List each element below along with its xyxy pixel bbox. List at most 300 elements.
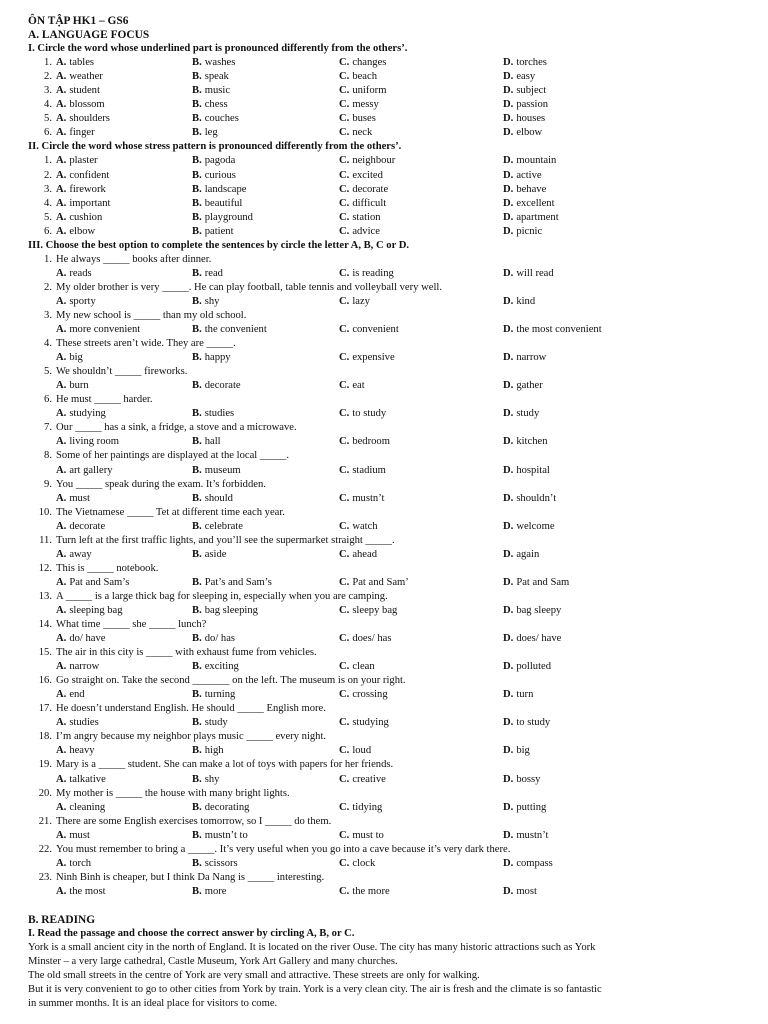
reading-passage (28, 941, 758, 1011)
option-letter: D. (503, 169, 514, 181)
option-letter: D. (503, 857, 514, 869)
option-row (28, 829, 758, 843)
option-text: plaster (69, 155, 98, 167)
question-row (28, 871, 758, 885)
option-c (339, 211, 381, 225)
option-a (56, 773, 106, 787)
option-letter: C. (339, 492, 350, 504)
option-text: couches (204, 113, 239, 125)
question-number: 5. (44, 366, 52, 378)
part-iii-heading: III. Choose the best option to complete the sentences by circle the letter A, B, C or D. (28, 239, 410, 251)
question-row (28, 449, 758, 463)
option-letter: C. (339, 408, 350, 420)
option-text: confident (69, 169, 110, 181)
option-text: shy (204, 295, 220, 307)
option-text: excellent (516, 197, 555, 209)
option-b (192, 351, 231, 365)
question-number: 17. (38, 703, 52, 715)
option-letter: C. (339, 211, 350, 223)
option-letter: A. (56, 211, 67, 223)
option-c (339, 112, 376, 126)
option-letter: C. (339, 352, 350, 364)
option-c (339, 56, 386, 70)
option-row (28, 323, 758, 337)
option-text: Pat and Sam’s (69, 576, 130, 588)
question-number: 18. (38, 731, 52, 743)
option-text: mustn’t (516, 829, 549, 841)
option-text: decorating (204, 801, 250, 813)
option-b (192, 98, 228, 112)
option-text: welcome (516, 520, 555, 532)
option-text: stadium (352, 464, 386, 476)
option-text: chess (204, 99, 228, 111)
option-text: leg (204, 127, 218, 139)
option-text: student (69, 85, 100, 97)
option-b (192, 773, 219, 787)
option-b (192, 225, 234, 239)
question-number: 4. (44, 197, 52, 209)
option-text: sporty (69, 295, 96, 307)
option-a (56, 407, 106, 421)
option-text: big (516, 745, 530, 757)
option-text: decorate (69, 520, 106, 532)
question-text: We shouldn’t _____ fireworks. (56, 366, 188, 378)
option-letter: B. (192, 633, 202, 645)
option-letter: D. (503, 464, 514, 476)
option-letter: D. (503, 576, 514, 588)
option-d (503, 660, 551, 674)
option-text: studying (69, 408, 106, 420)
option-letter: C. (339, 85, 350, 97)
part-i-list (28, 56, 758, 140)
option-b (192, 70, 229, 84)
option-letter: C. (339, 689, 350, 701)
question-number: 5. (44, 113, 52, 125)
option-c (339, 295, 370, 309)
question-number: 23. (38, 871, 52, 883)
option-row (28, 112, 758, 126)
question-number: 22. (38, 843, 52, 855)
option-a (56, 716, 99, 730)
option-text: weather (69, 71, 103, 83)
option-letter: C. (339, 633, 350, 645)
question-row (28, 730, 758, 744)
option-d (503, 154, 556, 168)
option-letter: A. (56, 885, 67, 897)
option-text: must to (352, 829, 384, 841)
option-letter: A. (56, 352, 67, 364)
option-letter: D. (503, 885, 514, 897)
option-row (28, 548, 758, 562)
option-d (503, 744, 530, 758)
option-text: bossy (516, 773, 541, 785)
option-text: washes (204, 57, 236, 69)
option-letter: B. (192, 829, 202, 841)
option-letter: B. (192, 155, 202, 167)
option-b (192, 407, 234, 421)
option-letter: D. (503, 324, 514, 336)
question-number: 7. (44, 422, 52, 434)
option-text: excited (352, 169, 383, 181)
option-letter: A. (56, 155, 67, 167)
option-text: gather (516, 380, 543, 392)
option-text: picnic (516, 225, 543, 237)
option-letter: B. (192, 183, 202, 195)
question-text: A _____ is a large thick bag for sleeping in, especially when you are camping. (56, 590, 388, 602)
question-row (28, 702, 758, 716)
option-letter: D. (503, 829, 514, 841)
question-number: 10. (38, 506, 52, 518)
option-letter: B. (192, 71, 202, 83)
part-ii-heading: II. Circle the word whose stress pattern is pronounced differently from the others’. (28, 141, 402, 153)
question-number: 2. (44, 169, 52, 181)
option-letter: D. (503, 520, 514, 532)
option-letter: A. (56, 183, 67, 195)
question-text: You _____ speak during the exam. It’s forbidden. (56, 478, 266, 490)
option-text: read (204, 267, 223, 279)
option-text: kind (516, 295, 536, 307)
option-row (28, 801, 758, 815)
option-text: Pat and Sam (516, 576, 570, 588)
option-row (28, 84, 758, 98)
option-letter: C. (339, 380, 350, 392)
question-row (28, 478, 758, 492)
option-row (28, 492, 758, 506)
option-text: does/ have (516, 633, 562, 645)
question-row (28, 253, 758, 267)
option-text: is reading (352, 267, 394, 279)
option-text: convenient (352, 324, 399, 336)
question-row (28, 534, 758, 548)
option-text: shoulders (69, 113, 110, 125)
option-a (56, 576, 129, 590)
option-a (56, 225, 95, 239)
option-d (503, 98, 548, 112)
option-d (503, 829, 549, 843)
option-text: behave (516, 183, 547, 195)
option-letter: D. (503, 183, 514, 195)
option-d (503, 492, 556, 506)
option-text: art gallery (69, 464, 113, 476)
option-text: studies (69, 717, 99, 729)
option-d (503, 351, 546, 365)
question-number: 12. (38, 562, 52, 574)
option-text: narrow (516, 352, 547, 364)
option-text: changes (352, 57, 387, 69)
option-letter: C. (339, 576, 350, 588)
option-text: do/ has (204, 633, 236, 645)
option-d (503, 295, 535, 309)
option-c (339, 716, 389, 730)
option-text: speak (204, 71, 229, 83)
option-c (339, 154, 395, 168)
option-text: must (69, 829, 90, 841)
part-i-heading: I. Circle the word whose underlined part is pronounced differently from the others’. (28, 43, 408, 55)
option-text: studies (204, 408, 235, 420)
option-letter: A. (56, 436, 67, 448)
option-d (503, 548, 539, 562)
option-letter: B. (192, 548, 202, 560)
option-c (339, 225, 380, 239)
option-c (339, 407, 386, 421)
option-letter: B. (192, 380, 202, 392)
option-text: does/ has (352, 633, 392, 645)
option-text: most (516, 885, 537, 897)
question-number: 21. (38, 815, 52, 827)
option-text: landscape (204, 183, 247, 195)
option-d (503, 323, 602, 337)
option-letter: A. (56, 408, 67, 420)
option-letter: D. (503, 267, 514, 279)
option-letter: C. (339, 127, 350, 139)
option-letter: B. (192, 113, 202, 125)
option-letter: A. (56, 717, 67, 729)
option-letter: B. (192, 127, 202, 139)
option-letter: A. (56, 689, 67, 701)
option-row (28, 211, 758, 225)
question-number: 5. (44, 211, 52, 223)
option-letter: C. (339, 113, 350, 125)
section-b-heading: B. READING (28, 913, 96, 926)
option-b (192, 716, 228, 730)
option-b (192, 464, 241, 478)
question-text: The Vietnamese _____ Tet at different time each year. (56, 506, 285, 518)
option-row (28, 576, 758, 590)
option-a (56, 829, 90, 843)
option-letter: C. (339, 57, 350, 69)
question-text: He must _____ harder. (56, 394, 153, 406)
option-text: big (69, 352, 83, 364)
option-b (192, 492, 233, 506)
option-b (192, 744, 224, 758)
reading-line: Minster – a very large cathedral, Castle Museum, York Art Gallery and many churches. (28, 956, 398, 968)
section-spacer (28, 899, 758, 913)
option-letter: C. (339, 464, 350, 476)
option-c (339, 70, 377, 84)
option-b (192, 801, 249, 815)
question-row (28, 618, 758, 632)
option-letter: B. (192, 689, 202, 701)
question-row (28, 674, 758, 688)
option-letter: C. (339, 436, 350, 448)
option-d (503, 520, 555, 534)
option-c (339, 829, 384, 843)
option-letter: D. (503, 113, 514, 125)
option-c (339, 885, 390, 899)
option-b (192, 660, 239, 674)
reading-heading: I. Read the passage and choose the correct answer by circling A, B, or C. (28, 928, 355, 939)
option-text: important (69, 197, 111, 209)
option-text: do/ have (69, 633, 106, 645)
option-a (56, 351, 83, 365)
option-d (503, 604, 561, 618)
option-text: Pat’s and Sam’s (204, 576, 272, 588)
option-text: end (69, 689, 85, 701)
option-b (192, 126, 218, 140)
option-b (192, 857, 238, 871)
option-c (339, 464, 386, 478)
option-text: houses (516, 113, 546, 125)
option-letter: C. (339, 183, 350, 195)
option-text: the most (69, 885, 106, 897)
option-letter: A. (56, 57, 67, 69)
question-text: The air in this city is _____ with exhaust fume from vehicles. (56, 647, 317, 659)
option-a (56, 154, 98, 168)
option-row (28, 520, 758, 534)
question-text: My mother is _____ the house with many bright lights. (56, 787, 290, 799)
section-a-heading: A. LANGUAGE FOCUS (28, 29, 150, 42)
option-letter: A. (56, 267, 67, 279)
option-text: high (204, 745, 224, 757)
option-text: uniform (352, 85, 387, 97)
option-letter: A. (56, 492, 67, 504)
option-b (192, 295, 219, 309)
option-text: tables (69, 57, 95, 69)
option-letter: C. (339, 745, 350, 757)
option-d (503, 169, 542, 183)
option-text: away (69, 548, 92, 560)
option-d (503, 379, 543, 393)
option-a (56, 126, 95, 140)
option-letter: D. (503, 492, 514, 504)
option-text: scissors (204, 857, 238, 869)
option-text: mustn’t (352, 492, 385, 504)
option-text: station (352, 211, 381, 223)
option-letter: C. (339, 520, 350, 532)
option-letter: B. (192, 197, 202, 209)
option-letter: D. (503, 295, 514, 307)
option-d (503, 435, 548, 449)
option-letter: D. (503, 380, 514, 392)
option-b (192, 688, 235, 702)
option-text: eat (352, 380, 365, 392)
option-b (192, 154, 235, 168)
question-row (28, 815, 758, 829)
option-d (503, 407, 539, 421)
option-letter: C. (339, 225, 350, 237)
option-a (56, 857, 91, 871)
option-row (28, 154, 758, 168)
option-b (192, 576, 272, 590)
question-row (28, 309, 758, 323)
option-row (28, 70, 758, 84)
option-d (503, 632, 561, 646)
option-c (339, 169, 383, 183)
option-letter: A. (56, 71, 67, 83)
option-a (56, 801, 105, 815)
option-text: clean (352, 661, 375, 673)
option-d (503, 885, 537, 899)
option-row (28, 379, 758, 393)
option-a (56, 295, 96, 309)
option-a (56, 183, 106, 197)
option-letter: C. (339, 661, 350, 673)
option-letter: B. (192, 773, 202, 785)
option-c (339, 576, 409, 590)
option-text: torches (516, 57, 547, 69)
option-letter: B. (192, 801, 202, 813)
option-row (28, 98, 758, 112)
option-letter: B. (192, 661, 202, 673)
option-c (339, 84, 386, 98)
option-letter: D. (503, 801, 514, 813)
option-b (192, 829, 248, 843)
option-letter: A. (56, 85, 67, 97)
option-letter: D. (503, 71, 514, 83)
option-row (28, 267, 758, 281)
option-letter: B. (192, 492, 202, 504)
option-letter: B. (192, 885, 202, 897)
option-letter: D. (503, 745, 514, 757)
option-text: compass (516, 857, 553, 869)
option-c (339, 183, 388, 197)
option-letter: B. (192, 576, 202, 588)
option-d (503, 112, 545, 126)
option-c (339, 660, 375, 674)
option-a (56, 520, 105, 534)
option-text: easy (516, 71, 536, 83)
option-row (28, 604, 758, 618)
option-text: shy (204, 773, 220, 785)
option-b (192, 520, 243, 534)
option-b (192, 169, 236, 183)
option-row (28, 295, 758, 309)
option-text: cleaning (69, 801, 106, 813)
question-text: Mary is a _____ student. She can make a lot of toys with papers for her friends. (56, 759, 394, 771)
option-text: apartment (516, 211, 559, 223)
option-text: elbow (69, 225, 96, 237)
option-letter: C. (339, 717, 350, 729)
option-letter: B. (192, 745, 202, 757)
option-row (28, 435, 758, 449)
question-row (28, 646, 758, 660)
question-row (28, 590, 758, 604)
option-text: museum (204, 464, 241, 476)
option-row (28, 225, 758, 239)
option-letter: D. (503, 717, 514, 729)
option-text: exciting (204, 661, 239, 673)
option-text: studying (352, 717, 389, 729)
option-letter: A. (56, 520, 67, 532)
option-d (503, 197, 555, 211)
option-text: neck (352, 127, 373, 139)
option-letter: D. (503, 352, 514, 364)
option-letter: A. (56, 295, 67, 307)
question-number: 11. (39, 534, 52, 546)
question-text: There are some English exercises tomorrow, so I _____ do them. (56, 815, 332, 827)
option-text: reads (69, 267, 92, 279)
part-ii-list (28, 154, 758, 238)
question-number: 13. (38, 590, 52, 602)
option-letter: B. (192, 211, 202, 223)
question-number: 2. (44, 71, 52, 83)
option-letter: A. (56, 324, 67, 336)
option-row (28, 351, 758, 365)
option-text: subject (516, 85, 547, 97)
option-letter: B. (192, 225, 202, 237)
option-row (28, 632, 758, 646)
question-text: Turn left at the first traffic lights, and you’ll see the supermarket straight _____. (56, 534, 395, 546)
option-letter: C. (339, 885, 350, 897)
option-text: the most convenient (516, 324, 602, 336)
option-b (192, 197, 242, 211)
question-text: Our _____ has a sink, a fridge, a stove and a microwave. (56, 422, 297, 434)
option-a (56, 70, 103, 84)
option-letter: A. (56, 548, 67, 560)
option-c (339, 688, 388, 702)
option-text: turning (204, 689, 236, 701)
option-text: turn (516, 689, 534, 701)
